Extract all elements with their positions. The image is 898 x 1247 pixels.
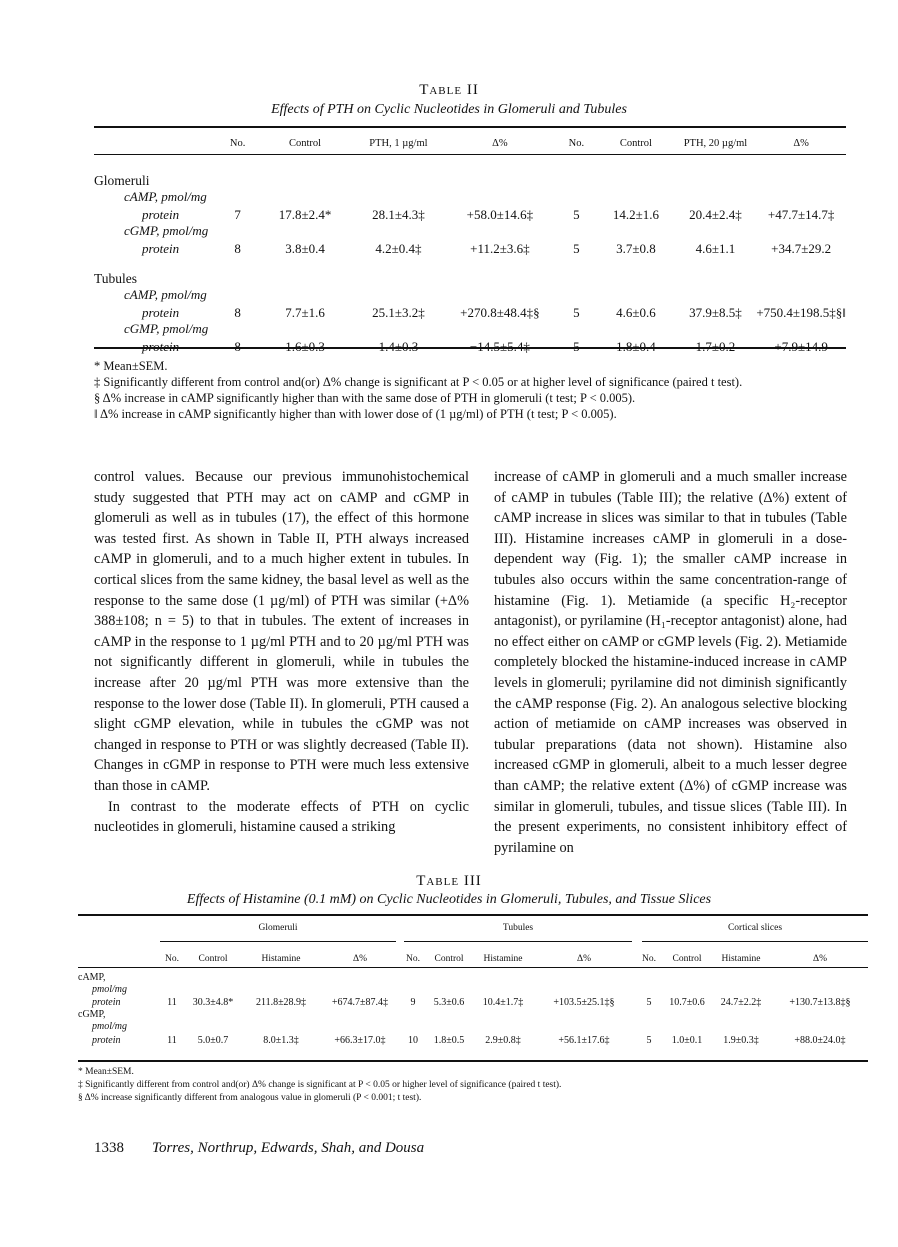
t2-cell: 5: [573, 305, 580, 320]
t3-cell: 2.9±0.8‡: [485, 1035, 521, 1046]
t3-cell: 211.8±28.9‡: [255, 997, 307, 1008]
body-paragraph: In contrast to the moderate effects of PTH on cyclic nucleotides in glomeruli, histamine caused a striking: [94, 798, 469, 836]
t2-note: * Mean±SEM.: [94, 359, 168, 373]
t3-h: Histamine: [721, 954, 761, 964]
t2-cell: 1.8±0.4: [616, 339, 656, 354]
table-row: [94, 303, 846, 321]
t2-h-control-2: Control: [619, 138, 652, 149]
t3-h: No.: [406, 954, 420, 964]
t3-cell: +88.0±24.0‡: [794, 1035, 846, 1046]
t2-h-no-2: No.: [568, 138, 585, 149]
t2-row-label2: protein: [142, 241, 180, 256]
t2-h-delta-2: Δ%: [793, 138, 809, 149]
t2-cell: 7: [234, 207, 241, 222]
t2-cell: −14.5±5.4‡: [469, 339, 530, 354]
t3-cell: 9: [410, 997, 416, 1008]
t2-note: § Δ% increase in cAMP significantly higher than with the same dose of PTH in glomeruli (t test; P < 0.005).: [94, 391, 636, 405]
table-row: [78, 995, 868, 1008]
table3-top-rule: [78, 914, 868, 916]
table2-top-rule: [94, 126, 846, 128]
table3-caption: Effects of Histamine (0.1 mM) on Cyclic Nucleotides in Glomeruli, Tubules, and Tissue Slices: [186, 892, 712, 907]
t3-cell: +66.3±17.0‡: [334, 1035, 386, 1046]
table2-notes: [94, 358, 846, 422]
page-footer: [94, 1140, 424, 1157]
t2-h-no-1: No.: [229, 138, 246, 149]
t3-group-glomeruli: Glomeruli: [258, 923, 298, 933]
t3-row-label: cGMP,: [78, 1009, 106, 1020]
t2-cell: 3.7±0.8: [616, 241, 656, 256]
t2-cell: 7.7±1.6: [285, 305, 325, 320]
t3-row-label3: protein: [92, 1035, 121, 1046]
t2-cell: 1.7±0.2: [695, 339, 736, 354]
t2-cell: 5: [573, 339, 580, 354]
t2-cell: +58.0±14.6‡: [466, 207, 534, 222]
table3-label: Table III: [416, 873, 482, 889]
t3-cell: 1.8±0.5: [433, 1035, 465, 1046]
t3-group-slices: Cortical slices: [727, 923, 783, 933]
t2-note: ‡ Significantly different from control and(or) Δ% change is significant at P < 0.05 or at higher level of significance (paired t test).: [94, 375, 743, 389]
t3-cell: 1.0±0.1: [671, 1035, 703, 1046]
t2-cell: +11.2±3.6‡: [470, 241, 530, 256]
t3-group-tubules: Tubules: [502, 923, 534, 933]
t3-group-rule-slices: [642, 941, 868, 942]
t2-cell: 17.8±2.4*: [278, 207, 332, 222]
t3-row-label2: pmol/mg: [92, 1021, 127, 1032]
t3-h: Histamine: [261, 954, 301, 964]
t2-section-glomeruli: Glomeruli: [94, 173, 150, 188]
t3-note: ‡ Significantly different from control and(or) Δ% change is significant at P < 0.05 or higher level of significance (paired t test).: [78, 1080, 562, 1090]
t2-cell: 1.4±0.3: [378, 339, 419, 354]
table3-header-row: [78, 948, 868, 964]
t2-cell: +34.7±29.2: [771, 241, 832, 256]
t3-note: § Δ% increase significantly different from analogous value in glomeruli (P < 0.001; t test).: [78, 1093, 422, 1103]
t2-cell: 28.1±4.3‡: [372, 207, 425, 222]
t3-cell: +56.1±17.6‡: [558, 1035, 610, 1046]
t2-cell: +47.7±14.7‡: [767, 207, 835, 222]
table3-bottom-rule: [78, 1060, 868, 1062]
t3-group-rule-glomeruli: [160, 941, 396, 942]
t3-cell: 30.3±4.8*: [192, 997, 234, 1008]
t2-row-label2: protein: [142, 339, 180, 354]
t3-note: * Mean±SEM.: [78, 1067, 134, 1077]
table-row: [94, 205, 846, 223]
t3-row-label3: protein: [92, 997, 121, 1008]
t3-cell: +674.7±87.4‡: [331, 997, 389, 1008]
t2-h-pth20: PTH, 20 µg/ml: [683, 138, 748, 149]
t2-row-label2: protein: [142, 305, 180, 320]
t2-cell: +270.8±48.4‡§: [460, 305, 540, 320]
t2-cell: 4.2±0.4‡: [375, 241, 422, 256]
t3-row-label2: pmol/mg: [92, 984, 127, 995]
t3-cell: 11: [167, 1035, 177, 1046]
t2-note: ‖ Δ% increase in cAMP significantly higher than with lower dose of (1 µg/ml) of PTH (t test; P < 0.005).: [94, 407, 617, 421]
t3-h: No.: [642, 954, 656, 964]
t2-cell: 4.6±1.1: [695, 241, 736, 256]
table3: [78, 948, 868, 1046]
t3-cell: 5.3±0.6: [433, 997, 465, 1008]
t2-cell: 5: [573, 207, 580, 222]
table-row: [94, 337, 846, 355]
t3-h: Control: [198, 954, 228, 964]
t3-row-label: cAMP,: [78, 972, 106, 983]
t2-h-pth1: PTH, 1 µg/ml: [369, 138, 428, 149]
t3-h: Δ%: [576, 954, 592, 964]
t3-cell: 5: [646, 1035, 652, 1046]
t2-cell: 8: [234, 241, 241, 256]
t2-row-label: cAMP, pmol/mg: [124, 287, 207, 302]
t2-row-label: cAMP, pmol/mg: [124, 189, 207, 204]
t2-cell: 4.6±0.6: [616, 305, 656, 320]
page-number: 1338: [94, 1140, 124, 1156]
t2-row-label2: protein: [142, 207, 180, 222]
t3-h: Control: [434, 954, 464, 964]
t2-cell: +7.9±14.9: [774, 339, 828, 354]
t2-h-control-1: Control: [289, 138, 322, 149]
t2-cell: +750.4±198.5‡§‖: [756, 305, 846, 320]
t3-group-rule-tubules: [404, 941, 632, 942]
t2-h-delta-1: Δ%: [492, 138, 508, 149]
t3-h: Δ%: [812, 954, 828, 964]
t3-cell: 11: [167, 997, 177, 1008]
t3-cell: 5: [646, 997, 652, 1008]
t2-cell: 20.4±2.4‡: [689, 207, 742, 222]
body-paragraph: increase of cAMP in glomeruli and a much smaller increase of cAMP in tubules (Table III); the relative (Δ%) extent of cAMP increase in slices was similar to that in tubules (Table III). Histamine increases cAMP in glomeruli in a dose-dependent way (Fig. 1); the smaller cAMP increase in tubules also occurs within the same concentration-range of histamine (Fig. 1). Metiamide (a specific H₂-receptor antagonist), or pyrilamine (H₁-receptor antagonist) alone, had no effect either on cAMP or cGMP levels (Fig. 2). Metiamide completely blocked the histamine-induced increase in cAMP levels in glomeruli; pyrilamine did not diminish significantly the cAMP response (Fig. 2). An analogous selective blocking action of metiamide on cAMP increases was observed in tubular preparations (data not shown). Histamine also increased cGMP in glomeruli, albeit to a much lesser degree than cAMP; the relative extent (Δ%) of cGMP increase was similar in glomeruli, tubules, and tissue slices (Table III). In the present experiments, no consistent inhibitory effect of pyrilamine on: [494, 469, 847, 856]
t3-cell: +103.5±25.1‡§: [553, 997, 615, 1008]
t2-row-label: cGMP, pmol/mg: [124, 321, 209, 336]
t3-h: Control: [672, 954, 702, 964]
table2-caption: Effects of PTH on Cyclic Nucleotides in Glomeruli and Tubules: [271, 102, 627, 117]
t2-cell: 25.1±3.2‡: [372, 305, 425, 320]
body-paragraph: control values. Because our previous immunohistochemical study suggested that PTH may act on cAMP and cGMP in glomeruli as well as in tubules (17), the effect of this hormone was tested first. As shown in Table II, PTH always increased cAMP in glomeruli, and to a much higher extent in tubules. In cortical slices from the same kidney, the basal level as well as the response to the same dose (1 µg/ml) of PTH was similar (+Δ% 388±108; n = 5) to that in tubules. The extent of increases in cAMP in the response to 1 µg/ml PTH and to 20 µg/ml PTH was not significantly different in glomeruli, while in tubules the increase after 20 µg/ml PTH was more extensive than the response to the lower dose (Table II). In glomeruli, PTH caused a slight cGMP elevation, while in tubules the cGMP was not changed in response to PTH or was slightly decreased (Table II). Changes in cGMP in response to PTH were much less extensive than those in cAMP.: [94, 469, 469, 794]
t3-cell: 1.9±0.3‡: [723, 1035, 759, 1046]
t2-cell: 3.8±0.4: [285, 241, 325, 256]
t3-h: No.: [165, 954, 179, 964]
t2-section-tubules: Tubules: [94, 271, 138, 286]
table-row: [94, 239, 846, 257]
t3-h: Histamine: [483, 954, 523, 964]
t3-h: Δ%: [352, 954, 368, 964]
t2-cell: 37.9±8.5‡: [689, 305, 742, 320]
body-left-column: [94, 467, 469, 838]
t2-cell: 8: [234, 339, 241, 354]
t3-cell: 8.0±1.3‡: [263, 1035, 299, 1046]
t3-cell: 10: [408, 1035, 418, 1046]
table2-header-row: [94, 133, 846, 149]
t3-cell: 10.4±1.7‡: [482, 997, 524, 1008]
table3-notes: [78, 1066, 868, 1105]
t2-cell: 5: [573, 241, 580, 256]
t2-cell: 1.6±0.3: [285, 339, 325, 354]
t3-cell: +130.7±13.8‡§: [789, 997, 851, 1008]
t3-cell: 10.7±0.6: [669, 997, 705, 1008]
t2-row-label: cGMP, pmol/mg: [124, 223, 209, 238]
table-row: [78, 1032, 868, 1046]
body-right-column: [494, 467, 847, 858]
t3-cell: 24.7±2.2‡: [720, 997, 762, 1008]
t2-cell: 8: [234, 305, 241, 320]
table2-label: Table II: [419, 82, 479, 98]
t3-cell: 5.0±0.7: [197, 1035, 229, 1046]
table2: [94, 133, 846, 355]
running-authors: Torres, Northrup, Edwards, Shah, and Dousa: [152, 1140, 425, 1156]
t2-cell: 14.2±1.6: [612, 207, 659, 222]
